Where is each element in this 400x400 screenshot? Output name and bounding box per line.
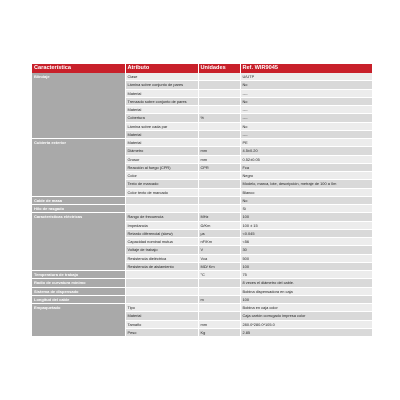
unit-cell [198, 205, 240, 213]
attribute-cell [125, 271, 198, 279]
value-cell: Modelo, marca, lote, descripción, metraje de 100 a 0m [240, 180, 372, 188]
table-row [32, 213, 372, 221]
unit-cell [198, 279, 240, 287]
value-cell: Negro [240, 172, 372, 180]
attribute-cell: Lámina sobre conjunto de pares [125, 81, 198, 89]
value-cell: No [240, 81, 372, 89]
unit-cell [198, 196, 240, 204]
value-cell: U/UTP [240, 73, 372, 81]
group-label: Longitud del cable [32, 295, 125, 303]
attribute-cell: Rango de frecuencia [125, 213, 198, 221]
attribute-cell: Lámina sobre cada par [125, 122, 198, 130]
value-cell: 100 [240, 295, 372, 303]
header-unidades: Unidades [198, 64, 240, 73]
value-cell: Bobina dispensadora en caja [240, 287, 372, 295]
unit-cell [198, 312, 240, 320]
attribute-cell: Diámetro [125, 147, 198, 155]
table-row [32, 304, 372, 312]
value-cell: 4.5±0.20 [240, 147, 372, 155]
unit-cell: V [198, 246, 240, 254]
attribute-cell: Clase [125, 73, 198, 81]
value-cell: Bobina en caja color [240, 304, 372, 312]
attribute-cell [125, 287, 198, 295]
table-row [32, 196, 372, 204]
table-row [32, 205, 372, 213]
value-cell: Sí [240, 205, 372, 213]
group-label: Cable de masa [32, 196, 125, 204]
value-cell: No [240, 196, 372, 204]
unit-cell: MΩ/ Km [198, 262, 240, 270]
attribute-cell: Grosor [125, 155, 198, 163]
attribute-cell: Peso [125, 328, 198, 336]
group-label: Temperatura de trabajo [32, 271, 125, 279]
attribute-cell: Reacción al fuego (CPR) [125, 163, 198, 171]
value-cell: Blanco [240, 188, 372, 196]
attribute-cell: Capacidad nominal mutua [125, 238, 198, 246]
group-label: Empaquetado [32, 304, 125, 337]
value-cell: Caja cartón corrugado impresa color [240, 312, 372, 320]
unit-cell: % [198, 114, 240, 122]
value-cell: 100 [240, 262, 372, 270]
value-cell: No [240, 122, 372, 130]
value-cell: ---- [240, 106, 372, 114]
value-cell: ---- [240, 89, 372, 97]
attribute-cell: Tamaño [125, 320, 198, 328]
table-row [32, 73, 372, 81]
unit-cell [198, 122, 240, 130]
unit-cell: mm [198, 155, 240, 163]
value-cell: ---- [240, 114, 372, 122]
unit-cell [198, 172, 240, 180]
attribute-cell [125, 205, 198, 213]
unit-cell [198, 139, 240, 147]
table-row [32, 287, 372, 295]
group-label: Radio de curvatura mínimo [32, 279, 125, 287]
header-row [32, 64, 372, 73]
header-atributo: Atributo [125, 64, 198, 73]
header-ref: Ref. WIR9045 [240, 64, 372, 73]
table-row [32, 295, 372, 303]
value-cell: 75 [240, 271, 372, 279]
unit-cell: MHz [198, 213, 240, 221]
unit-cell [198, 97, 240, 105]
group-label: Sistema de dispensado [32, 287, 125, 295]
unit-cell: Kg [198, 328, 240, 336]
spec-sheet [32, 64, 372, 337]
value-cell: 500 [240, 254, 372, 262]
value-cell: 30 [240, 246, 372, 254]
unit-cell [198, 106, 240, 114]
attribute-cell: Color [125, 172, 198, 180]
unit-cell [198, 287, 240, 295]
value-cell: <56 [240, 238, 372, 246]
spec-table [32, 64, 372, 337]
unit-cell: mm [198, 147, 240, 155]
value-cell: 0.52±0.05 [240, 155, 372, 163]
unit-cell [198, 89, 240, 97]
value-cell: No [240, 97, 372, 105]
value-cell: 100 ± 15 [240, 221, 372, 229]
group-label: Blindaje [32, 73, 125, 139]
group-label: Cubierta exterior [32, 139, 125, 197]
attribute-cell: Material [125, 139, 198, 147]
value-cell: 100 [240, 213, 372, 221]
attribute-cell: Voltaje de trabajo [125, 246, 198, 254]
unit-cell: mm [198, 320, 240, 328]
spec-table-body [32, 73, 372, 337]
unit-cell: nF/Km [198, 238, 240, 246]
attribute-cell: Material [125, 89, 198, 97]
attribute-cell: Material [125, 312, 198, 320]
unit-cell: Vca [198, 254, 240, 262]
table-row [32, 139, 372, 147]
unit-cell: μs [198, 229, 240, 237]
attribute-cell: Impedancia [125, 221, 198, 229]
unit-cell [198, 304, 240, 312]
attribute-cell: Tipo [125, 304, 198, 312]
group-label: Hilo de rasgado [32, 205, 125, 213]
unit-cell: CPR [198, 163, 240, 171]
unit-cell: m [198, 295, 240, 303]
group-label: Características eléctricas [32, 213, 125, 271]
attribute-cell: Color texto de marcado [125, 188, 198, 196]
attribute-cell: Retardo diferencial (skew) [125, 229, 198, 237]
attribute-cell: Material [125, 106, 198, 114]
table-row [32, 279, 372, 287]
header-caracteristica: Característica [32, 64, 125, 73]
spec-table-header [32, 64, 372, 73]
attribute-cell [125, 279, 198, 287]
value-cell: 280.0*280.0*105.0 [240, 320, 372, 328]
unit-cell [198, 180, 240, 188]
unit-cell [198, 81, 240, 89]
unit-cell [198, 188, 240, 196]
attribute-cell: Texto de marcado [125, 180, 198, 188]
attribute-cell: Resistencia de aislamiento [125, 262, 198, 270]
attribute-cell [125, 196, 198, 204]
attribute-cell [125, 295, 198, 303]
table-row [32, 271, 372, 279]
unit-cell [198, 73, 240, 81]
value-cell: ---- [240, 130, 372, 138]
value-cell: 2.85 [240, 328, 372, 336]
unit-cell: Ω/Km [198, 221, 240, 229]
attribute-cell: Trenzado sobre conjunto de pares [125, 97, 198, 105]
unit-cell: °C [198, 271, 240, 279]
attribute-cell: Resistencia dieléctrica [125, 254, 198, 262]
value-cell: PE [240, 139, 372, 147]
value-cell: 8 veces el diámetro del cable. [240, 279, 372, 287]
value-cell: Fca [240, 163, 372, 171]
attribute-cell: Cobertura [125, 114, 198, 122]
unit-cell [198, 130, 240, 138]
attribute-cell: Material [125, 130, 198, 138]
value-cell: <0.045 [240, 229, 372, 237]
